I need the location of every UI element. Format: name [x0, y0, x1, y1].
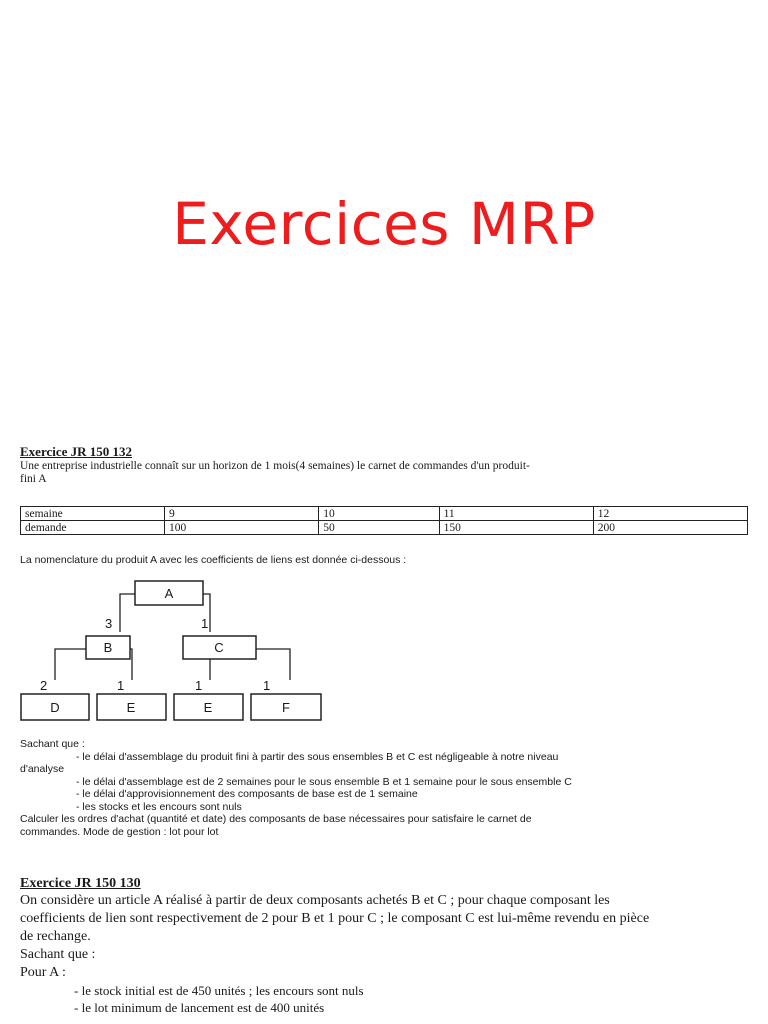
exercise-2-sachant: Sachant que : — [20, 947, 96, 962]
table-row — [21, 507, 748, 521]
exercise-2-bullet2: - le lot minimum de lancement est de 400 unités — [74, 1000, 325, 1015]
table-cell: 100 — [165, 521, 319, 535]
order-table — [20, 506, 748, 535]
exercise-1-intro-line1: Une entreprise industrielle connaît sur un horizon de 1 mois(4 semaines) le carnet de commandes d'un produit- — [20, 460, 530, 472]
table-cell: 50 — [319, 521, 439, 535]
coef-C: 1 — [201, 616, 209, 631]
bom-tree-diagram — [0, 570, 768, 730]
coef-E2: 1 — [195, 678, 203, 693]
row-label-demande: demande — [21, 521, 165, 535]
coef-F: 1 — [263, 678, 271, 693]
coef-D: 2 — [40, 678, 48, 693]
coef-E1: 1 — [117, 678, 125, 693]
node-E1-label: E — [126, 700, 136, 715]
table-cell: 200 — [593, 521, 747, 535]
exercise-1-heading: Exercice JR 150 132 — [20, 444, 133, 459]
sachant-label: Sachant que : — [20, 738, 85, 750]
condition-3: - le délai d'approvisionnement des composants de base est de 1 semaine — [76, 788, 418, 800]
coef-B: 3 — [105, 616, 113, 631]
node-C-label: C — [214, 640, 224, 655]
table-cell: 10 — [319, 507, 439, 521]
calc-line1: Calculer les ordres d'achat (quantité et date) des composants de base nécessaires pour satisfaire le carnet de — [20, 813, 532, 825]
exercise-2-line3: de rechange. — [20, 929, 91, 944]
node-B-label: B — [103, 640, 113, 655]
exercise-2-line2: coefficients de lien sont respectivement de 2 pour B et 1 pour C ; le composant C est lui-même revendu en pièce — [20, 911, 650, 926]
table-row — [21, 521, 748, 535]
table-cell: 12 — [593, 507, 747, 521]
table-cell: 9 — [165, 507, 319, 521]
page-title: Exercices MRP — [172, 190, 596, 258]
table-cell: 150 — [439, 521, 593, 535]
exercise-2-heading: Exercice JR 150 130 — [20, 876, 141, 891]
exercise-2-bullet1: - le stock initial est de 450 unités ; les encours sont nuls — [74, 983, 364, 998]
node-A-label: A — [164, 586, 174, 601]
condition-2: - le délai d'assemblage est de 2 semaines pour le sous ensemble B et 1 semaine pour le sous ensemble C — [76, 775, 572, 788]
table-cell: 11 — [439, 507, 593, 521]
exercise-1-conditions — [20, 738, 746, 838]
node-E2-label: E — [203, 700, 213, 715]
condition-4: - les stocks et les encours sont nuls — [76, 800, 242, 813]
exercise-2 — [20, 876, 746, 1016]
condition-1: - le délai d'assemblage du produit fini à partir des sous ensembles B et C est négligeable à notre niveau — [76, 750, 559, 763]
condition-1-cont: d'analyse — [20, 763, 65, 775]
exercise-1-intro-line2: fini A — [20, 473, 47, 485]
node-D-label: D — [50, 700, 60, 715]
exercise-2-line1: On considère un article A réalisé à partir de deux composants achetés B et C ; pour chaque composant les — [20, 893, 610, 908]
node-F-label: F — [282, 700, 290, 715]
row-label-semaine: semaine — [21, 507, 165, 521]
exercise-2-pour-a: Pour A : — [20, 965, 66, 980]
exercise-1 — [20, 444, 746, 486]
nomenclature-text: La nomenclature du produit A avec les coefficients de liens est donnée ci-dessous : — [20, 554, 407, 566]
calc-line2: commandes. Mode de gestion : lot pour lot — [20, 825, 219, 838]
